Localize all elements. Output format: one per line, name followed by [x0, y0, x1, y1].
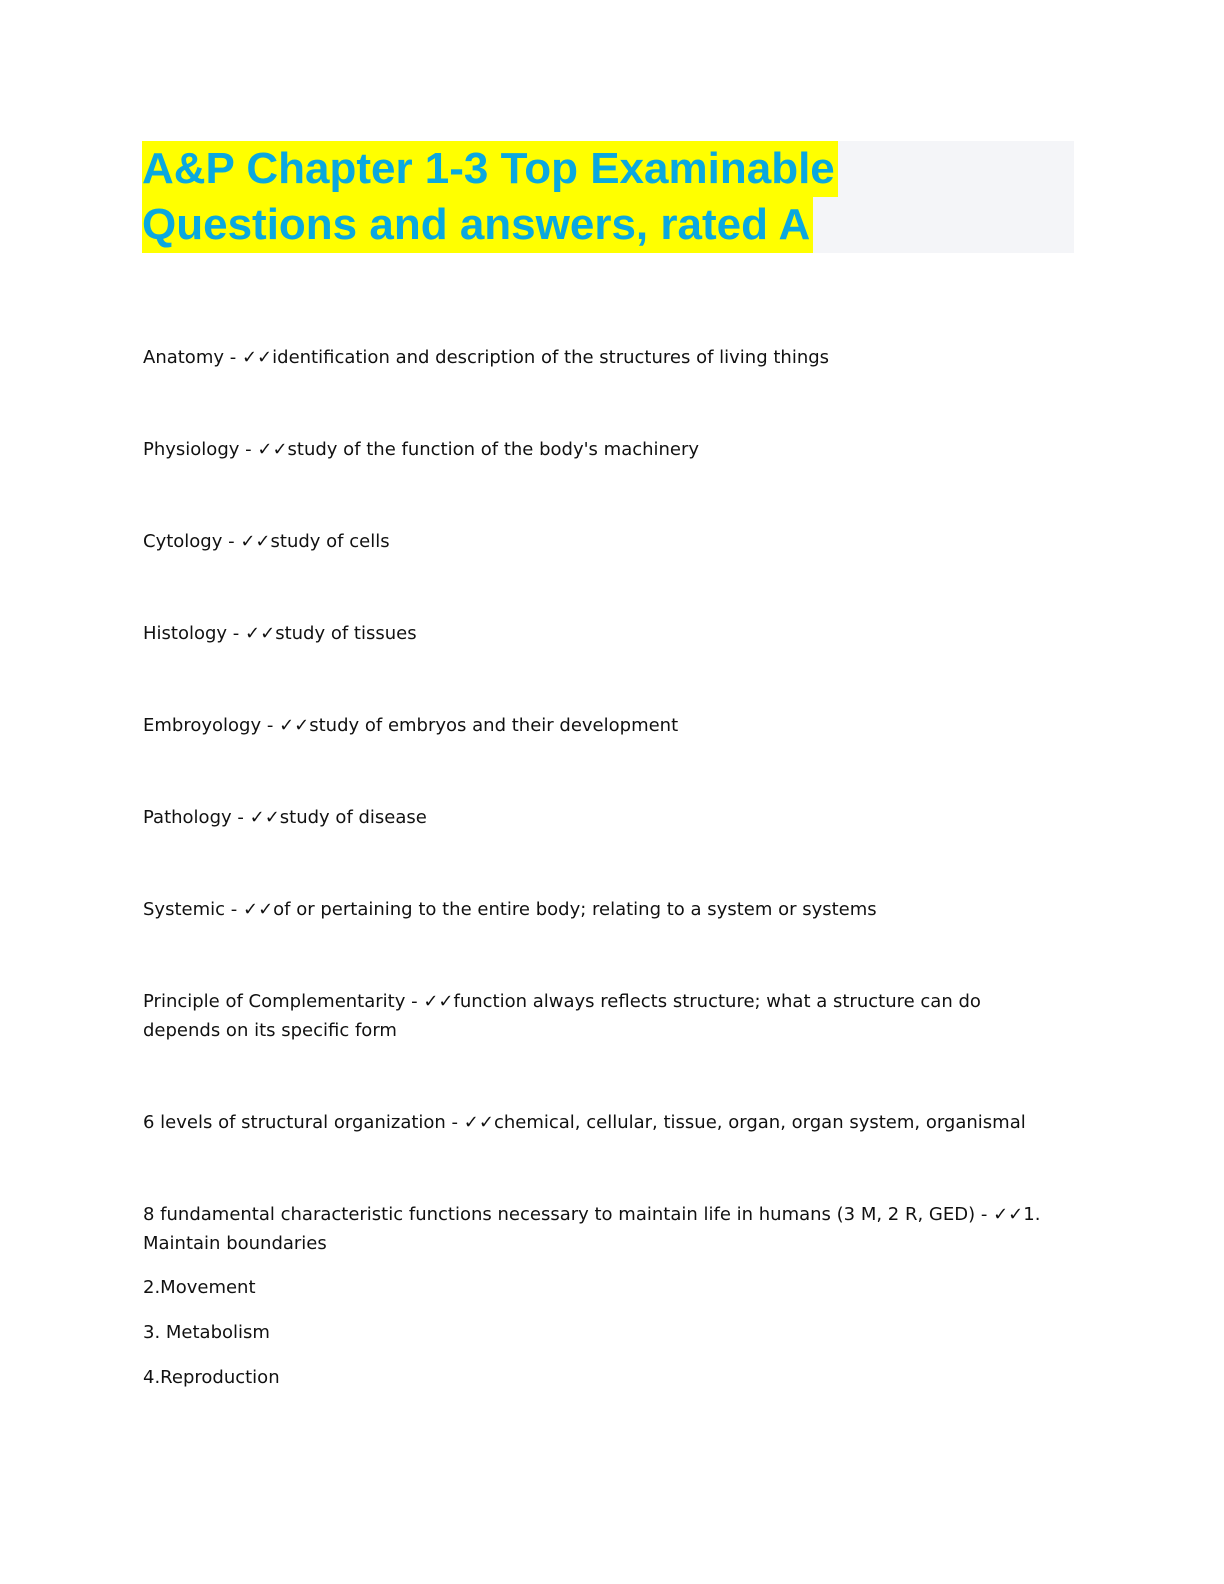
- double-check-icon: ✓✓: [245, 623, 276, 644]
- entry-fundamental-functions: [143, 1200, 1063, 1258]
- entry-levels-of-organization: [143, 1108, 1063, 1137]
- double-check-icon: ✓✓: [463, 1112, 494, 1133]
- entry-systemic: [143, 895, 1063, 924]
- entry-principle-of-complementarity: [143, 987, 1063, 1045]
- double-check-icon: ✓✓: [241, 347, 273, 368]
- entry-definition: study of cells: [270, 531, 390, 552]
- entry-term: Cytology: [143, 531, 223, 552]
- double-check-icon: ✓✓: [249, 807, 280, 828]
- entry-term: Anatomy: [143, 347, 225, 368]
- entry-cytology: [143, 527, 1063, 556]
- entry-term: Systemic: [143, 899, 226, 920]
- list-item-metabolism: 3. Metabolism: [143, 1322, 270, 1343]
- list-item-movement: 2.Movement: [143, 1277, 256, 1298]
- entry-separator: -: [222, 531, 241, 552]
- entry-term: Embroyology: [143, 715, 262, 736]
- entry-term: 6 levels of structural organization: [143, 1112, 446, 1133]
- entry-definition: study of the function of the body's machinery: [287, 439, 700, 460]
- entry-separator: -: [231, 807, 250, 828]
- double-check-icon: ✓✓: [279, 715, 310, 736]
- entry-definition: study of tissues: [275, 623, 417, 644]
- document-title-line-1: A&P Chapter 1-3 Top Examinable: [142, 141, 838, 197]
- entry-definition: function always reflects structure; what a structure can do depends on its specific form: [143, 991, 981, 1041]
- entry-histology: [143, 619, 1063, 648]
- entry-term: Physiology: [143, 439, 240, 460]
- entry-definition: study of disease: [279, 807, 427, 828]
- double-check-icon: ✓✓: [257, 439, 288, 460]
- entry-separator: -: [261, 715, 280, 736]
- entry-separator: -: [225, 899, 243, 920]
- entry-definition: identification and description of the structures of living things: [272, 347, 830, 368]
- entry-definition: 1. Maintain boundaries: [143, 1204, 1041, 1254]
- entry-definition: study of embryos and their development: [309, 715, 679, 736]
- entry-separator: -: [227, 623, 246, 644]
- entry-embryology: [143, 711, 1063, 740]
- entry-separator: -: [239, 439, 258, 460]
- list-item-reproduction: 4.Reproduction: [143, 1367, 280, 1388]
- entry-separator: -: [445, 1112, 464, 1133]
- document-title-line-2: Questions and answers, rated A: [142, 197, 813, 253]
- entry-separator: -: [975, 1204, 994, 1225]
- entry-term: 8 fundamental characteristic functions necessary to maintain life in humans (3 M, 2 R, GED): [143, 1204, 976, 1225]
- entry-anatomy: [143, 343, 1063, 372]
- entry-pathology: [143, 803, 1063, 832]
- entry-term: Histology: [143, 623, 228, 644]
- entry-physiology: [143, 435, 1063, 464]
- entry-separator: -: [224, 347, 242, 368]
- double-check-icon: ✓✓: [993, 1204, 1024, 1225]
- double-check-icon: ✓✓: [240, 531, 271, 552]
- double-check-icon: ✓✓: [242, 899, 274, 920]
- entry-definition: of or pertaining to the entire body; relating to a system or systems: [273, 899, 877, 920]
- double-check-icon: ✓✓: [423, 991, 454, 1012]
- entry-definition: chemical, cellular, tissue, organ, organ system, organismal: [493, 1112, 1026, 1133]
- entry-separator: -: [405, 991, 424, 1012]
- entry-term: Principle of Complementarity: [143, 991, 406, 1012]
- entry-term: Pathology: [143, 807, 232, 828]
